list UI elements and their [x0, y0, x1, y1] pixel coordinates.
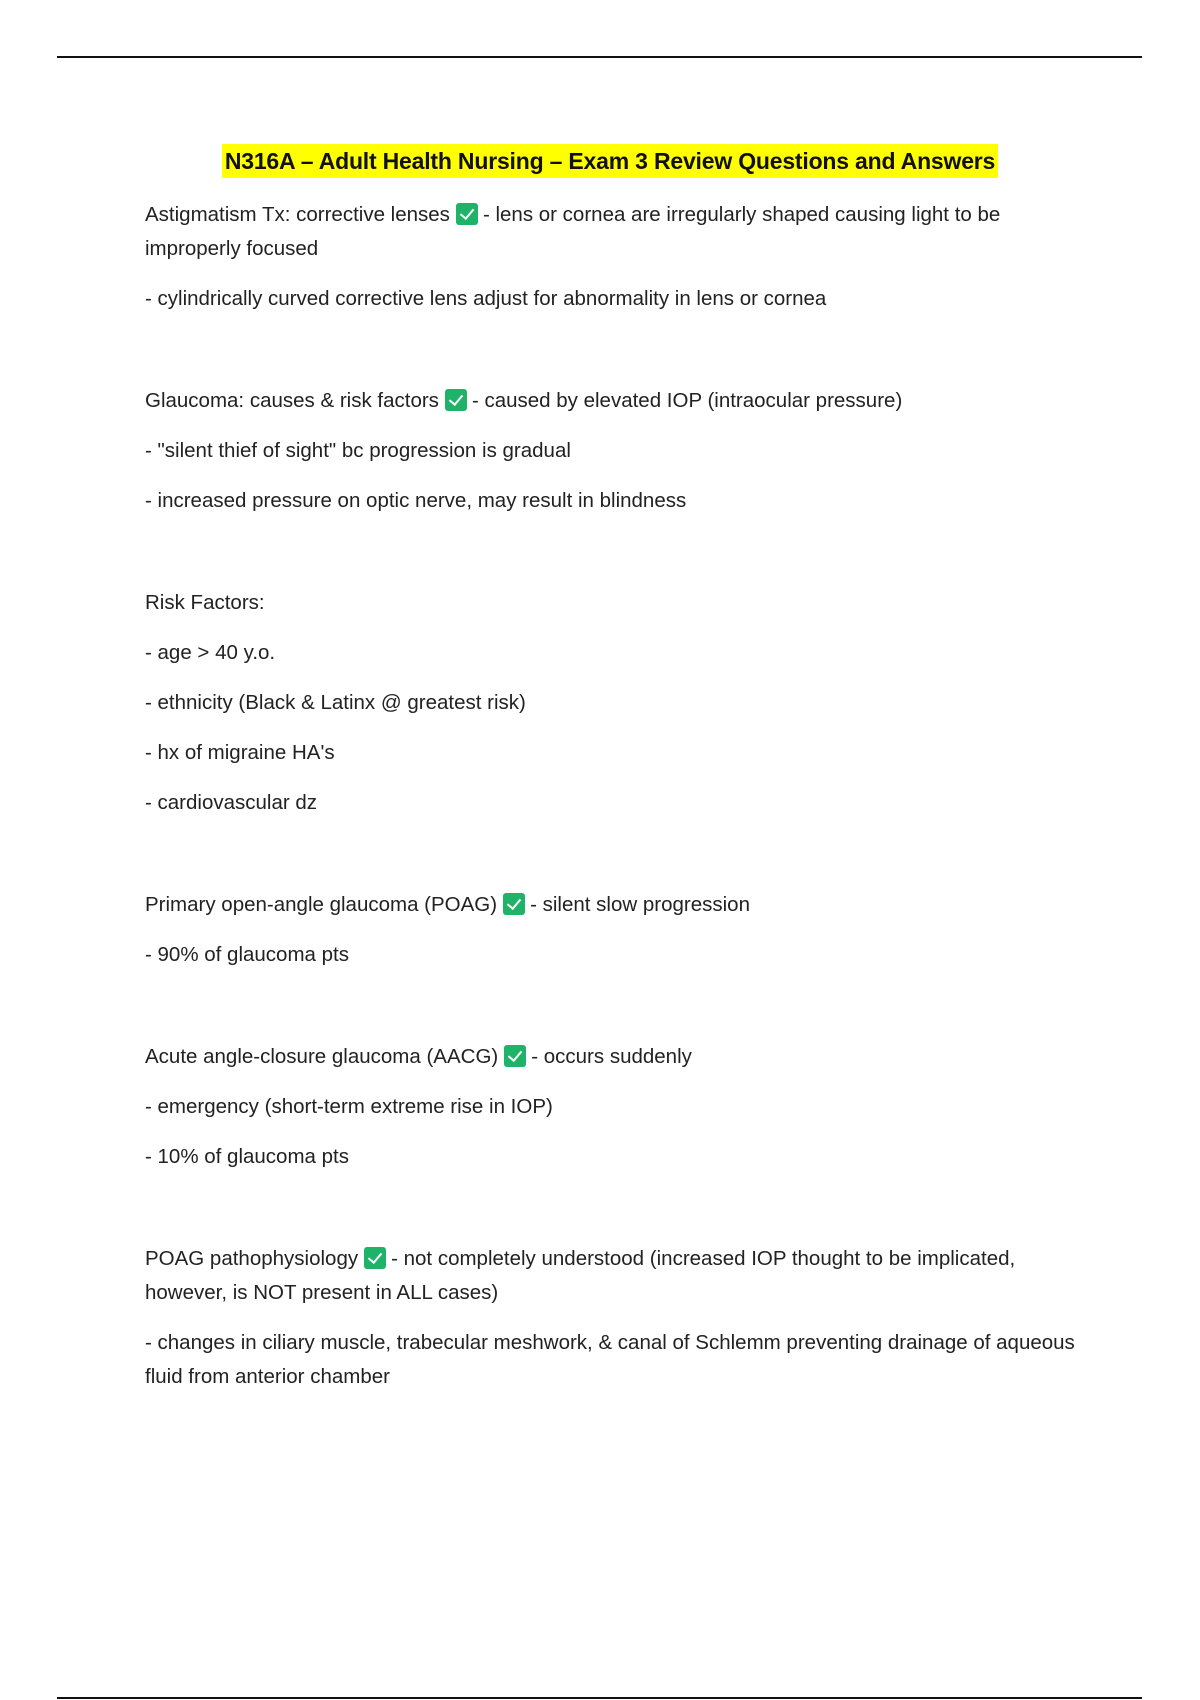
- header-rule: [57, 56, 1142, 58]
- answer-detail: - 10% of glaucoma pts: [145, 1145, 349, 1168]
- answer-detail: - cylindrically curved corrective lens adjust for abnormality in lens or cornea: [145, 287, 827, 310]
- qa-line: [145, 384, 1075, 418]
- qa-poag: [145, 888, 1075, 972]
- answer-text: - occurs suddenly: [531, 1045, 692, 1068]
- qa-line: [145, 198, 1075, 266]
- answer-detail: - changes in ciliary muscle, trabecular meshwork, & canal of Schlemm preventing drainage of aqueous fluid from anterior chamber: [145, 1331, 1075, 1388]
- document-title: N316A – Adult Health Nursing – Exam 3 Review Questions and Answers: [222, 144, 998, 178]
- spacer: [145, 988, 1075, 1040]
- green-checkmark-icon: [503, 893, 525, 915]
- qa-poag-pathophysiology: [145, 1242, 1075, 1394]
- green-checkmark-icon: [504, 1045, 526, 1067]
- risk-factor-item: - age > 40 y.o.: [145, 641, 276, 664]
- green-checkmark-icon: [364, 1247, 386, 1269]
- answer-detail: - increased pressure on optic nerve, may result in blindness: [145, 489, 687, 512]
- question-text: Astigmatism Tx: corrective lenses: [145, 203, 450, 226]
- risk-factor-item: - hx of migraine HA's: [145, 741, 335, 764]
- qa-glaucoma: [145, 384, 1075, 820]
- qa-line: [145, 1242, 1075, 1310]
- risk-factor-item: - cardiovascular dz: [145, 791, 318, 814]
- question-text: Acute angle-closure glaucoma (AACG): [145, 1045, 499, 1068]
- answer-text: - caused by elevated IOP (intraocular pressure): [471, 389, 903, 412]
- document-body: [145, 144, 1075, 1410]
- question-text: Glaucoma: causes & risk factors: [145, 389, 439, 412]
- question-text: Primary open-angle glaucoma (POAG): [145, 893, 498, 916]
- answer-detail: - emergency (short-term extreme rise in IOP): [145, 1095, 553, 1118]
- spacer: [145, 332, 1075, 384]
- qa-line: [145, 1040, 1075, 1074]
- answer-detail: - 90% of glaucoma pts: [145, 943, 349, 966]
- footer-rule: [57, 1697, 1142, 1699]
- spacer: [145, 836, 1075, 888]
- question-text: POAG pathophysiology: [145, 1247, 359, 1270]
- spacer: [145, 1190, 1075, 1242]
- qa-aacg: [145, 1040, 1075, 1174]
- green-checkmark-icon: [445, 389, 467, 411]
- qa-line: [145, 888, 1075, 922]
- answer-detail: - "silent thief of sight" bc progression is gradual: [145, 439, 571, 462]
- green-checkmark-icon: [456, 203, 478, 225]
- spacer: [145, 534, 1075, 586]
- answer-text: - not completely understood (increased IOP thought to be implicated, however, is NOT present in ALL cases): [145, 1247, 1016, 1304]
- answer-text: - silent slow progression: [530, 893, 750, 916]
- qa-astigmatism: [145, 198, 1075, 316]
- risk-factors-heading: Risk Factors:: [145, 591, 265, 614]
- title-wrap: [145, 144, 1075, 178]
- risk-factor-item: - ethnicity (Black & Latinx @ greatest risk): [145, 691, 526, 714]
- answer-text: - lens or cornea are irregularly shaped causing light to be improperly focused: [145, 203, 1001, 260]
